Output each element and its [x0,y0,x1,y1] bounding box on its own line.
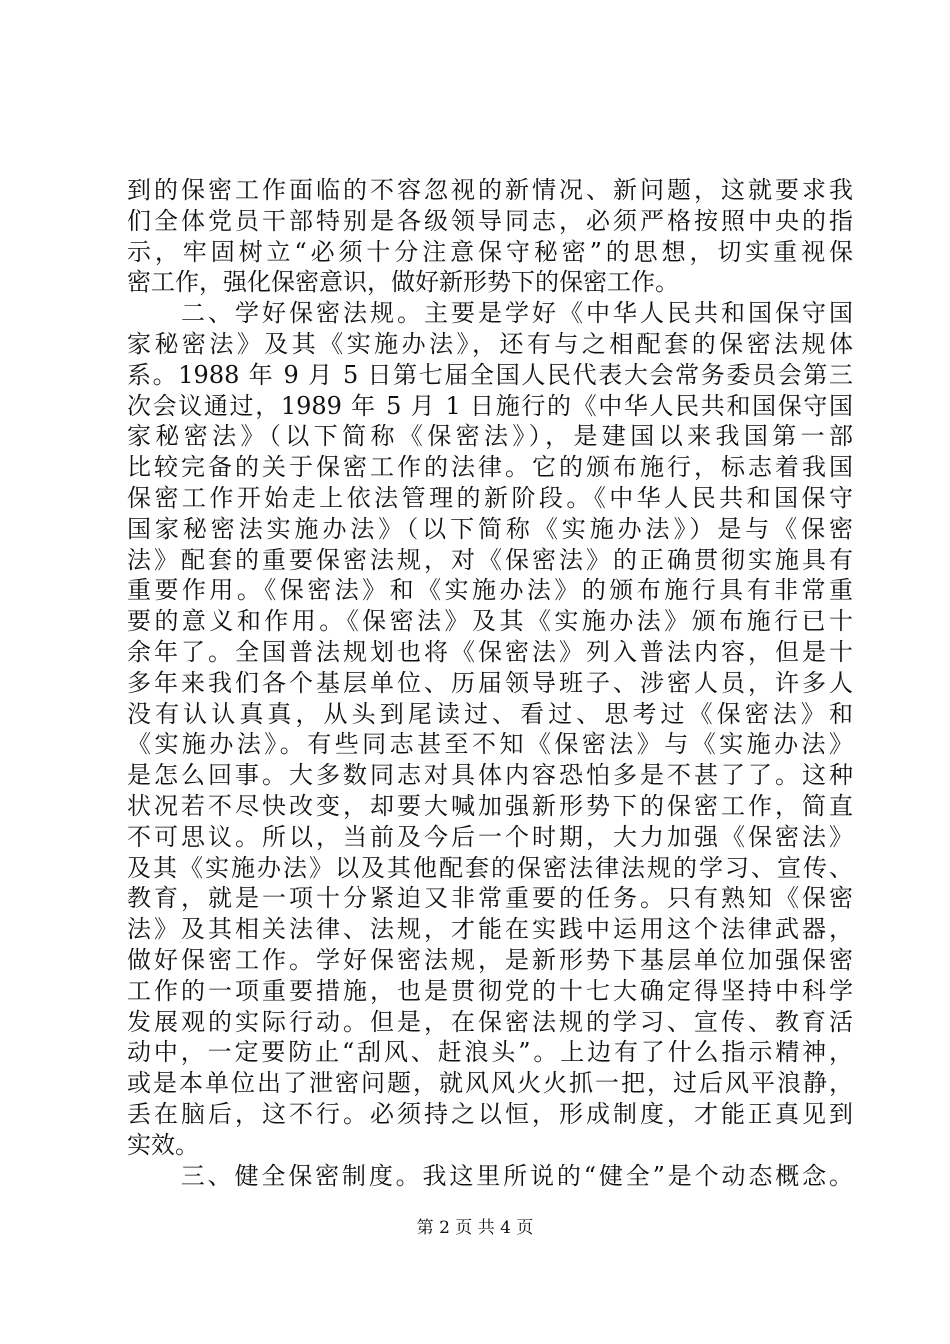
page-footer: 第 2 页 共 4 页 [416,1218,534,1238]
text-line: 要的意义和作用。《保密法》及其《实施办法》颁布施行已十 [127,607,853,636]
text-line: 及其《实施办法》以及其他配套的保密法律法规的学习、宣传、 [127,853,853,882]
text-line: 法》及其相关法律、法规，才能在实践中运用这个法律武器， [127,915,853,944]
text-line: 教育，就是一项十分紧迫又非常重要的任务。只有熟知《保密 [127,884,853,913]
text-line: 做好保密工作。学好保密法规，是新形势下基层单位加强保密 [127,945,853,974]
text-line: 是怎么回事。大多数同志对具体内容恐怕多是不甚了了。这种 [127,761,853,790]
text-line: 三、健全保密制度。我这里所说的“健全”是个动态概念。 [127,1161,853,1190]
text-line: 没有认认真真，从头到尾读过、看过、思考过《保密法》和 [127,699,853,728]
text-line: 二、学好保密法规。主要是学好《中华人民共和国保守国 [127,299,853,328]
text-line: 家秘密法》（以下简称《保密法》），是建国以来我国第一部 [127,422,853,451]
text-line: 不可思议。所以，当前及今后一个时期，大力加强《保密法》 [127,822,853,851]
text-line: 保密工作开始走上依法管理的新阶段。《中华人民共和国保守 [127,483,853,512]
text-line: 或是本单位出了泄密问题，就风风火火抓一把，过后风平浪静， [127,1069,853,1098]
text-line: 国家秘密法实施办法》（以下简称《实施办法》）是与《保密 [127,514,853,543]
text-line: 发展观的实际行动。但是，在保密法规的学习、宣传、教育活 [127,1007,853,1036]
text-line: 家秘密法》及其《实施办法》，还有与之相配套的保密法规体 [127,329,853,358]
text-line: 丢在脑后，这不行。必须持之以恒，形成制度，才能正真见到 [127,1099,853,1128]
text-line: 们全体党员干部特别是各级领导同志，必须严格按照中央的指 [127,206,853,235]
text-line: 法》配套的重要保密法规，对《保密法》的正确贯彻实施具有 [127,545,853,574]
text-line: 示，牢固树立“必须十分注意保守秘密”的思想，切实重视保 [127,237,853,266]
text-line: 实效。 [127,1130,199,1159]
text-line: 比较完备的关于保密工作的法律。它的颁布施行，标志着我国 [127,453,853,482]
body-text [127,175,853,1191]
text-line: 系。1988 年 9 月 5 日第七届全国人民代表大会常务委员会第三 [127,360,853,389]
text-line: 《实施办法》。有些同志甚至不知《保密法》与《实施办法》 [127,730,853,759]
text-line: 余年了。全国普法规划也将《保密法》列入普法内容，但是十 [127,637,853,666]
text-line: 密工作，强化保密意识，做好新形势下的保密工作。 [127,268,679,297]
text-line: 工作的一项重要措施，也是贯彻党的十七大确定得坚持中科学 [127,976,853,1005]
text-line: 次会议通过，1989 年 5 月 1 日施行的《中华人民共和国保守国 [127,391,853,420]
text-line: 多年来我们各个基层单位、历届领导班子、涉密人员，许多人 [127,668,853,697]
text-line: 到的保密工作面临的不容忽视的新情况、新问题，这就要求我 [127,176,853,204]
text-line: 重要作用。《保密法》和《实施办法》的颁布施行具有非常重 [127,576,853,605]
text-line: 动中，一定要防止“刮风、赶浪头”。上边有了什么指示精神， [127,1038,853,1067]
text-line: 状况若不尽快改变，却要大喊加强新形势下的保密工作，简直 [127,791,853,820]
